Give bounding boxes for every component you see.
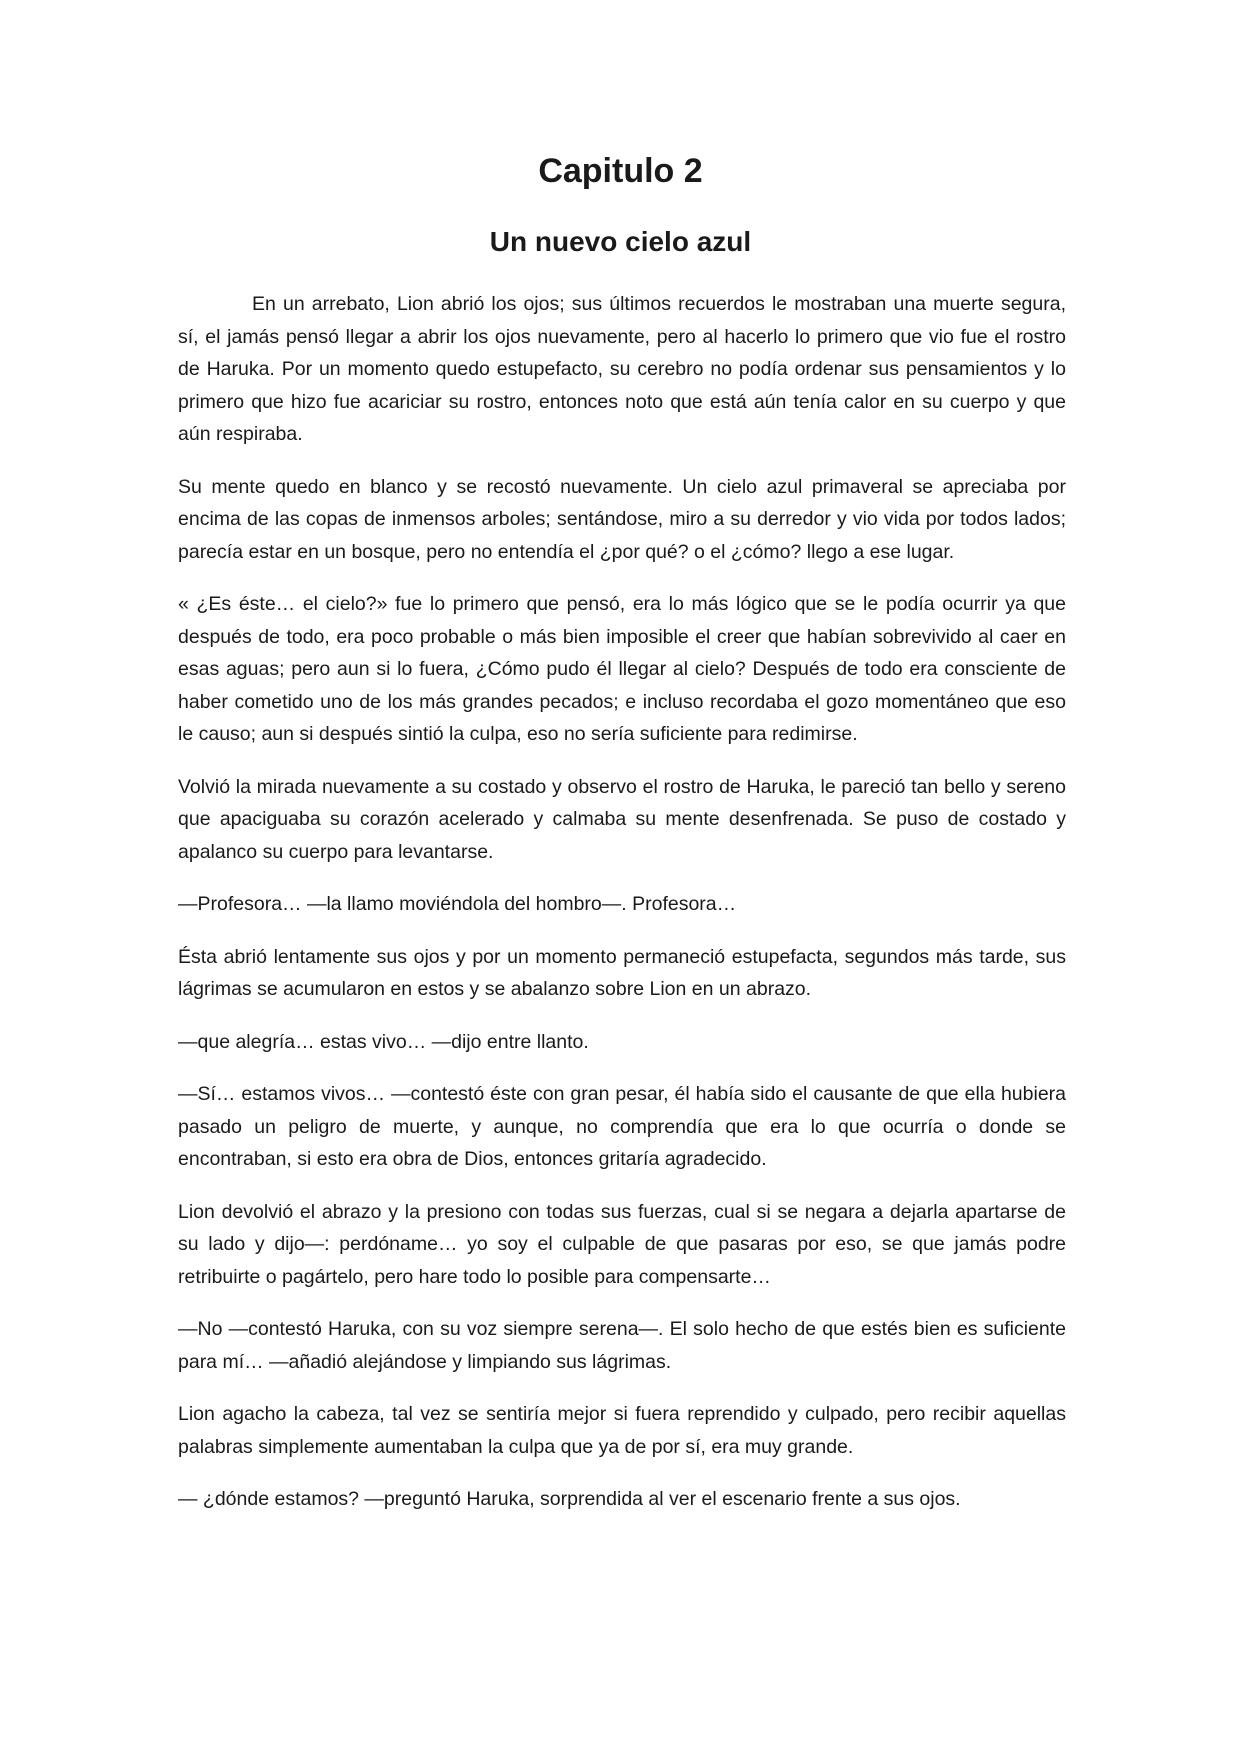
dialogue-paragraph: —No —contestó Haruka, con su voz siempre serena—. El solo hecho de que estés bien es suficiente para mí… —añadió alejándose y limpiando sus lágrimas. (178, 1318, 1066, 1373)
chapter-body (178, 288, 1066, 1536)
paragraph: Su mente quedo en blanco y se recostó nuevamente. Un cielo azul primaveral se apreciaba por encima de las copas de inmensos arboles; sentándose, miro a su derredor y vio vida por todos lados; parecía estar en un bosque, pero no entendía el ¿por qué? o el ¿cómo? llego a ese lugar. (178, 475, 1066, 563)
paragraph: Ésta abrió lentamente sus ojos y por un momento permaneció estupefacta, segundos más tarde, sus lágrimas se acumularon en estos y se abalanzo sobre Lion en un abrazo. (178, 945, 1066, 1000)
paragraph: En un arrebato, Lion abrió los ojos; sus últimos recuerdos le mostraban una muerte segura, sí, el jamás pensó llegar a abrir los ojos nuevamente, pero al hacerlo lo primero que vio fue el rostro de Haruka. Por un momento quedo estupefacto, su cerebro no podía ordenar sus pensamientos y lo primero que hizo fue acariciar su rostro, entonces noto que está aún tenía calor en su cuerpo y que aún respiraba. (178, 293, 1066, 445)
paragraph: Volvió la mirada nuevamente a su costado y observo el rostro de Haruka, le pareció tan bello y sereno que apaciguaba su corazón acelerado y calmaba su mente desenfrenada. Se puso de costado y apalanco su cuerpo para levantarse. (178, 775, 1066, 863)
chapter-title: Capitulo 2 (538, 152, 703, 190)
paragraph: « ¿Es éste… el cielo?» fue lo primero que pensó, era lo más lógico que se le podía ocurrir ya que después de todo, era poco probable o más bien imposible el creer que habían sobrevivido al caer en esas aguas; pero aun si lo fuera, ¿Cómo pudo él llegar al cielo? Después de todo era consciente de haber cometido uno de los más grandes pecados; e incluso recordaba el gozo momentáneo que eso le causo; aun si después sintió la culpa, eso no sería suficiente para redimirse. (178, 593, 1066, 745)
paragraph: Lion agacho la cabeza, tal vez se sentiría mejor si fuera reprendido y culpado, pero recibir aquellas palabras simplemente aumentaban la culpa que ya de por sí, era muy grande. (178, 1403, 1066, 1458)
dialogue-paragraph: —Sí… estamos vivos… —contestó éste con gran pesar, él había sido el causante de que ella hubiera pasado un peligro de muerte, y aunque, no comprendía que era lo que ocurría o donde se encontraban, si esto era obra de Dios, entonces gritaría agradecido. (178, 1083, 1066, 1170)
dialogue-paragraph: —que alegría… estas vivo… —dijo entre llanto. (178, 1030, 589, 1053)
paragraph: Lion devolvió el abrazo y la presiono con todas sus fuerzas, cual si se negara a dejarla apartarse de su lado y dijo—: perdóname… yo soy el culpable de que pasaras por eso, se que jamás podre retribuirte o pagártelo, pero hare todo lo posible para compensarte… (178, 1200, 1066, 1288)
chapter-subtitle: Un nuevo cielo azul (489, 226, 752, 257)
dialogue-paragraph: — ¿dónde estamos? —preguntó Haruka, sorprendida al ver el escenario frente a sus ojos. (178, 1488, 961, 1510)
dialogue-paragraph: —Profesora… —la llamo moviéndola del hombro—. Profesora… (178, 893, 737, 915)
